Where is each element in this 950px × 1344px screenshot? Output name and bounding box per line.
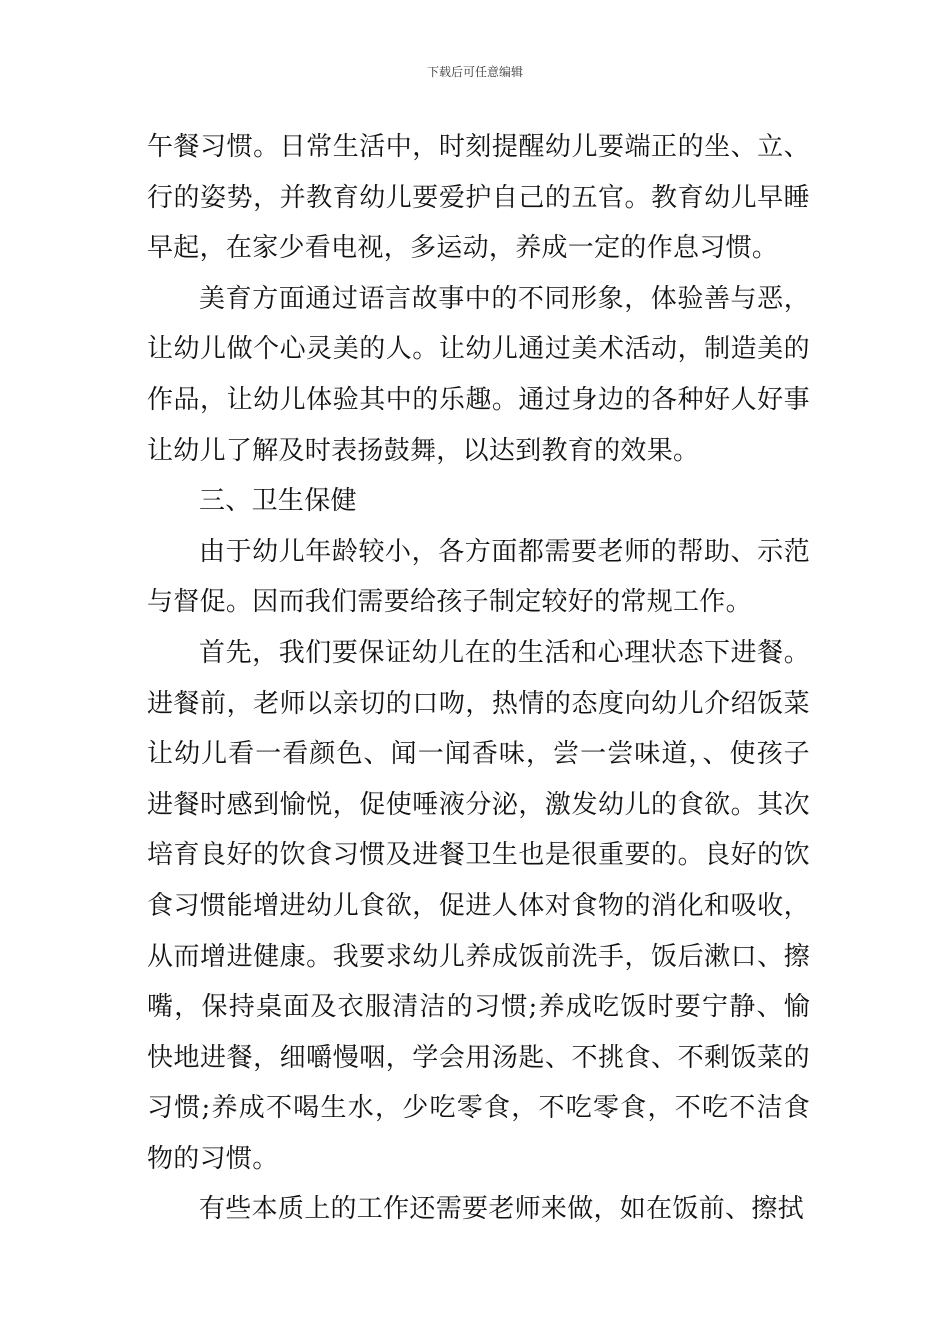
- paragraph: 有些本质上的工作还需要老师来做，如在饭前、擦拭: [199, 1194, 804, 1225]
- section-heading: 三、卫生保健: [199, 486, 357, 517]
- page-header-note: 下载后可任意编辑: [426, 65, 523, 79]
- document-body: [147, 122, 810, 1235]
- paragraph: 美育方面通过语言故事中的不同形象，体验善与恶，让幼儿做个心灵美的人。让幼儿通过美术活动，制造美的作品，让幼儿体验其中的乐趣。通过身边的各种好人好事让幼儿了解及时表扬鼓舞，以达到教育的效果。: [147, 283, 810, 466]
- paragraph: 首先，我们要保证幼儿在的生活和心理状态下进餐。进餐前，老师以亲切的口吻，热情的态度向幼儿介绍饭菜让幼儿看一看颜色、闻一闻香味，尝一尝味道，、使孩子进餐时感到愉悦，促使唾液分泌，激发幼儿的食欲。其次培育良好的饮食习惯及进餐卫生也是很重要的。良好的饮食习惯能增进幼儿食欲，促进人体对食物的消化和吸收，从而增进健康。我要求幼儿养成饭前洗手，饭后漱口、擦嘴，保持桌面及衣服清洁的习惯;养成吃饭时要宁静、愉快地进餐，细嚼慢咽，学会用汤匙、不挑食、不剩饭菜的习惯;养成不喝生水，少吃零食，不吃零食，不吃不洁食物的习惯。: [147, 637, 810, 1174]
- paragraph: 由于幼儿年龄较小，各方面都需要老师的帮助、示范与督促。因而我们需要给孩子制定较好的常规工作。: [147, 536, 810, 618]
- paragraph: 午餐习惯。日常生活中，时刻提醒幼儿要端正的坐、立、行的姿势，并教育幼儿要爱护自己的五官。教育幼儿早睡早起，在家少看电视，多运动，养成一定的作息习惯。: [147, 132, 810, 264]
